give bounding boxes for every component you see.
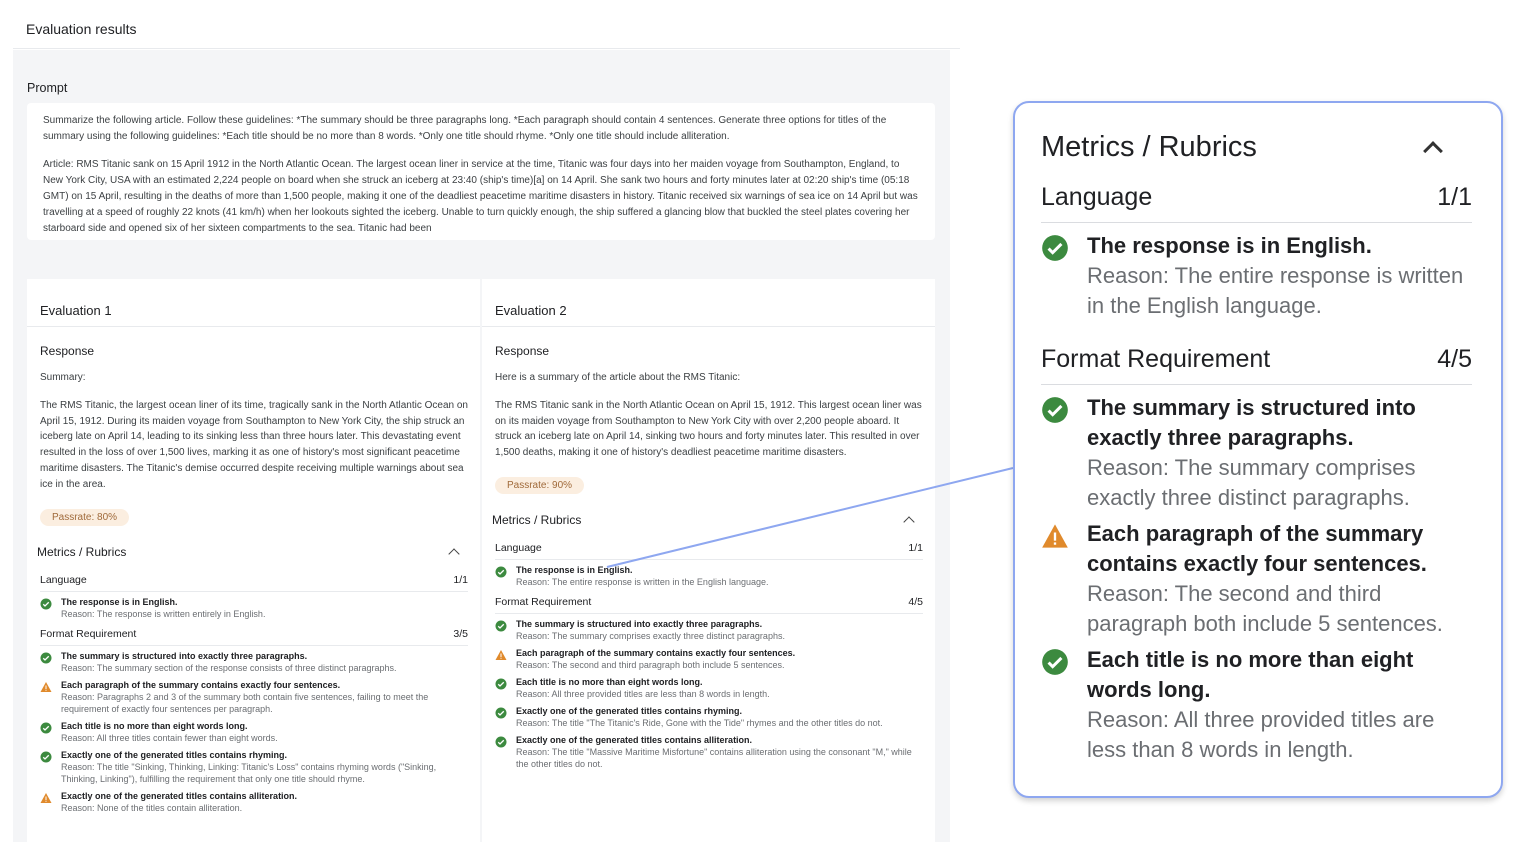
rubric-reason: Reason: The second and third paragraph both include 5 sentences. [516,659,785,670]
chevron-up-icon[interactable] [1423,141,1443,161]
metric-group-score: 1/1 [453,573,468,586]
metric-group-name: Format Requirement [40,627,137,640]
rubric-reason: Reason: Paragraphs 2 and 3 of the summary both contain five sentences, failing to meet the requirement of exactly four sentences per paragraph. [61,691,429,714]
rubric-item [1041,645,1472,765]
rubric-title: Each title is no more than eight words long. [1087,647,1414,702]
check-circle-icon [1041,234,1069,262]
metric-group-score: 1/1 [1437,183,1472,211]
metric-group [1041,165,1472,321]
rubric-reason: Reason: The response is written entirely in English. [61,608,266,619]
metric-group-name: Language [40,573,87,586]
rubric-reason: Reason: The summary comprises exactly three distinct paragraphs. [1087,455,1416,510]
response-paragraph: The RMS Titanic sank in the North Atlantic Ocean on April 15, 1912. This largest ocean liner was on its maiden voyage from Southampton to New York City with over 2,200 people aboard. It struck an iceberg late on April 14, sinking two hours and forty minutes later. This resulted in over 1,500 deaths, making it one of history's deadliest peacetime maritime disasters. [495,399,922,459]
metric-group-score: 3/5 [453,627,468,640]
rubric-title: The response is in English. [516,564,633,575]
evaluation-title: Evaluation 1 [27,279,480,327]
rubric-reason: Reason: The summary section of the response consists of three distinct paragraphs. [61,662,397,673]
metric-group-score: 4/5 [1437,345,1472,373]
rubric-reason: Reason: The title "Sinking, Thinking, Linking: Titanic's Loss" contains rhyming words ("Sinking, Thinking, Linking"), fulfilling the requirement that only one title should rhyme. [61,761,437,784]
rubric-title: Each title is no more than eight words long. [61,720,248,731]
callout-title: Metrics / Rubrics [1041,130,1257,163]
rubric-title: The summary is structured into exactly three paragraphs. [1087,395,1416,450]
rubric-title: The response is in English. [61,596,178,607]
response-paragraph: The RMS Titanic, the largest ocean liner of its time, tragically sank in the North Atlantic Ocean on April 15, 1912. During its maiden voyage from Southampton to New York City, the ship struck an iceberg late on April 14, leading to its sinking less than three hours later. This devastating event resulted in the loss of over 1,500 lives, marking it as one of history's most significant peacetime maritime disasters. The Titanic's demise occurred despite receiving multiple warnings about sea ice in the area. [40,399,468,490]
rubric-item [1041,231,1472,321]
rubric-title: Each paragraph of the summary contains exactly four sentences. [61,679,341,690]
rubric-reason: Reason: The second and third paragraph both include 5 sentences. [1087,581,1443,636]
response-paragraph: Here is a summary of the article about the RMS Titanic: [495,372,741,383]
prompt-label: Prompt [27,81,68,95]
check-circle-icon [1041,648,1069,676]
metric-group-name: Language [495,541,542,554]
rubric-title: Exactly one of the generated titles contains alliteration. [516,734,753,745]
metrics-title: Metrics / Rubrics [37,544,127,559]
prompt-article: Article: RMS Titanic sank on 15 April 1912 in the North Atlantic Ocean. The largest ocean liner in service at the time, Titanic was four days into her maiden voyage from Southampton, England, to New York City, USA with an estimated 2,224 people on board when she struck an iceberg at 23:40 (ship's time)[a] on 14 April. She sank two hours and forty minutes later at 02:20 ship's time (05:18 GMT) on 15 April, resulting in the deaths of more than 1,500 people, making it one of the deadliest peacetime maritime disasters in history. Titanic received six warnings of sea ice on 14 April but was travelling at a speed of roughly 22 knots (41 km/h) when her lookouts sighted the iceberg. Unable to turn quickly enough, the ship suffered a glancing blow that buckled the steel plates covering her starboard side and opened six of her sixteen compartments to the sea. Titanic had been [43,159,918,234]
rubric-item [1041,519,1472,639]
rubric-item [1041,393,1472,513]
prompt-instructions: Summarize the following article. Follow these guidelines: *The summary should be three paragraphs long. *Each paragraph should contain 4 sentences. Generate three options for titles of the summary using the following guidelines: *Each title should be no more than 8 words. *Only one title should rhyme. *Only one title should include alliteration. [43,115,887,142]
metric-group-name: Language [1041,183,1153,211]
metric-group-score: 4/5 [908,595,923,608]
rubric-reason: Reason: The entire response is written in the English language. [516,576,769,587]
rubric-title: Each title is no more than eight words long. [516,676,703,687]
metrics-title: Metrics / Rubrics [492,512,582,527]
rubric-title: Each paragraph of the summary contains exactly four sentences. [516,647,796,658]
response-label: Response [495,344,550,358]
check-circle-icon [1041,396,1069,424]
passrate-badge: Passrate: 80% [40,509,129,526]
passrate-badge: Passrate: 90% [495,477,584,494]
page-title: Evaluation results [26,21,137,37]
warning-icon [1041,522,1069,550]
rubric-reason: Reason: The summary comprises exactly three distinct paragraphs. [516,630,785,641]
metric-group [1041,327,1472,765]
metrics-callout [1013,101,1503,798]
rubric-title: The summary is structured into exactly three paragraphs. [516,618,763,629]
metric-group-score: 1/1 [908,541,923,554]
rubric-title: The response is in English. [1087,233,1372,258]
rubric-title: Exactly one of the generated titles contains rhyming. [61,749,288,760]
rubric-reason: Reason: The title "The Titanic's Ride, Gone with the Tide" rhymes and the other titles do not. [516,717,883,728]
response-paragraph: Summary: [40,372,86,383]
metric-group-name: Format Requirement [1041,345,1271,373]
rubric-reason: Reason: All three provided titles are less than 8 words in length. [516,688,770,699]
rubric-title: Each paragraph of the summary contains exactly four sentences. [1087,521,1427,576]
rubric-reason: Reason: None of the titles contain alliteration. [61,802,243,813]
rubric-reason: Reason: The title "Massive Maritime Misfortune" contains alliteration using the consonant "M," while the other titles do not. [516,746,912,769]
rubric-reason: Reason: All three titles contain fewer than eight words. [61,732,278,743]
rubric-reason: Reason: All three provided titles are less than 8 words in length. [1087,707,1435,762]
metric-group-name: Format Requirement [495,595,592,608]
rubric-reason: Reason: The entire response is written in the English language. [1087,263,1464,318]
rubric-title: Exactly one of the generated titles contains rhyming. [516,705,743,716]
rubric-title: The summary is structured into exactly three paragraphs. [61,650,308,661]
response-label: Response [40,344,95,358]
evaluation-title: Evaluation 2 [482,279,935,327]
rubric-title: Exactly one of the generated titles contains alliteration. [61,790,298,801]
